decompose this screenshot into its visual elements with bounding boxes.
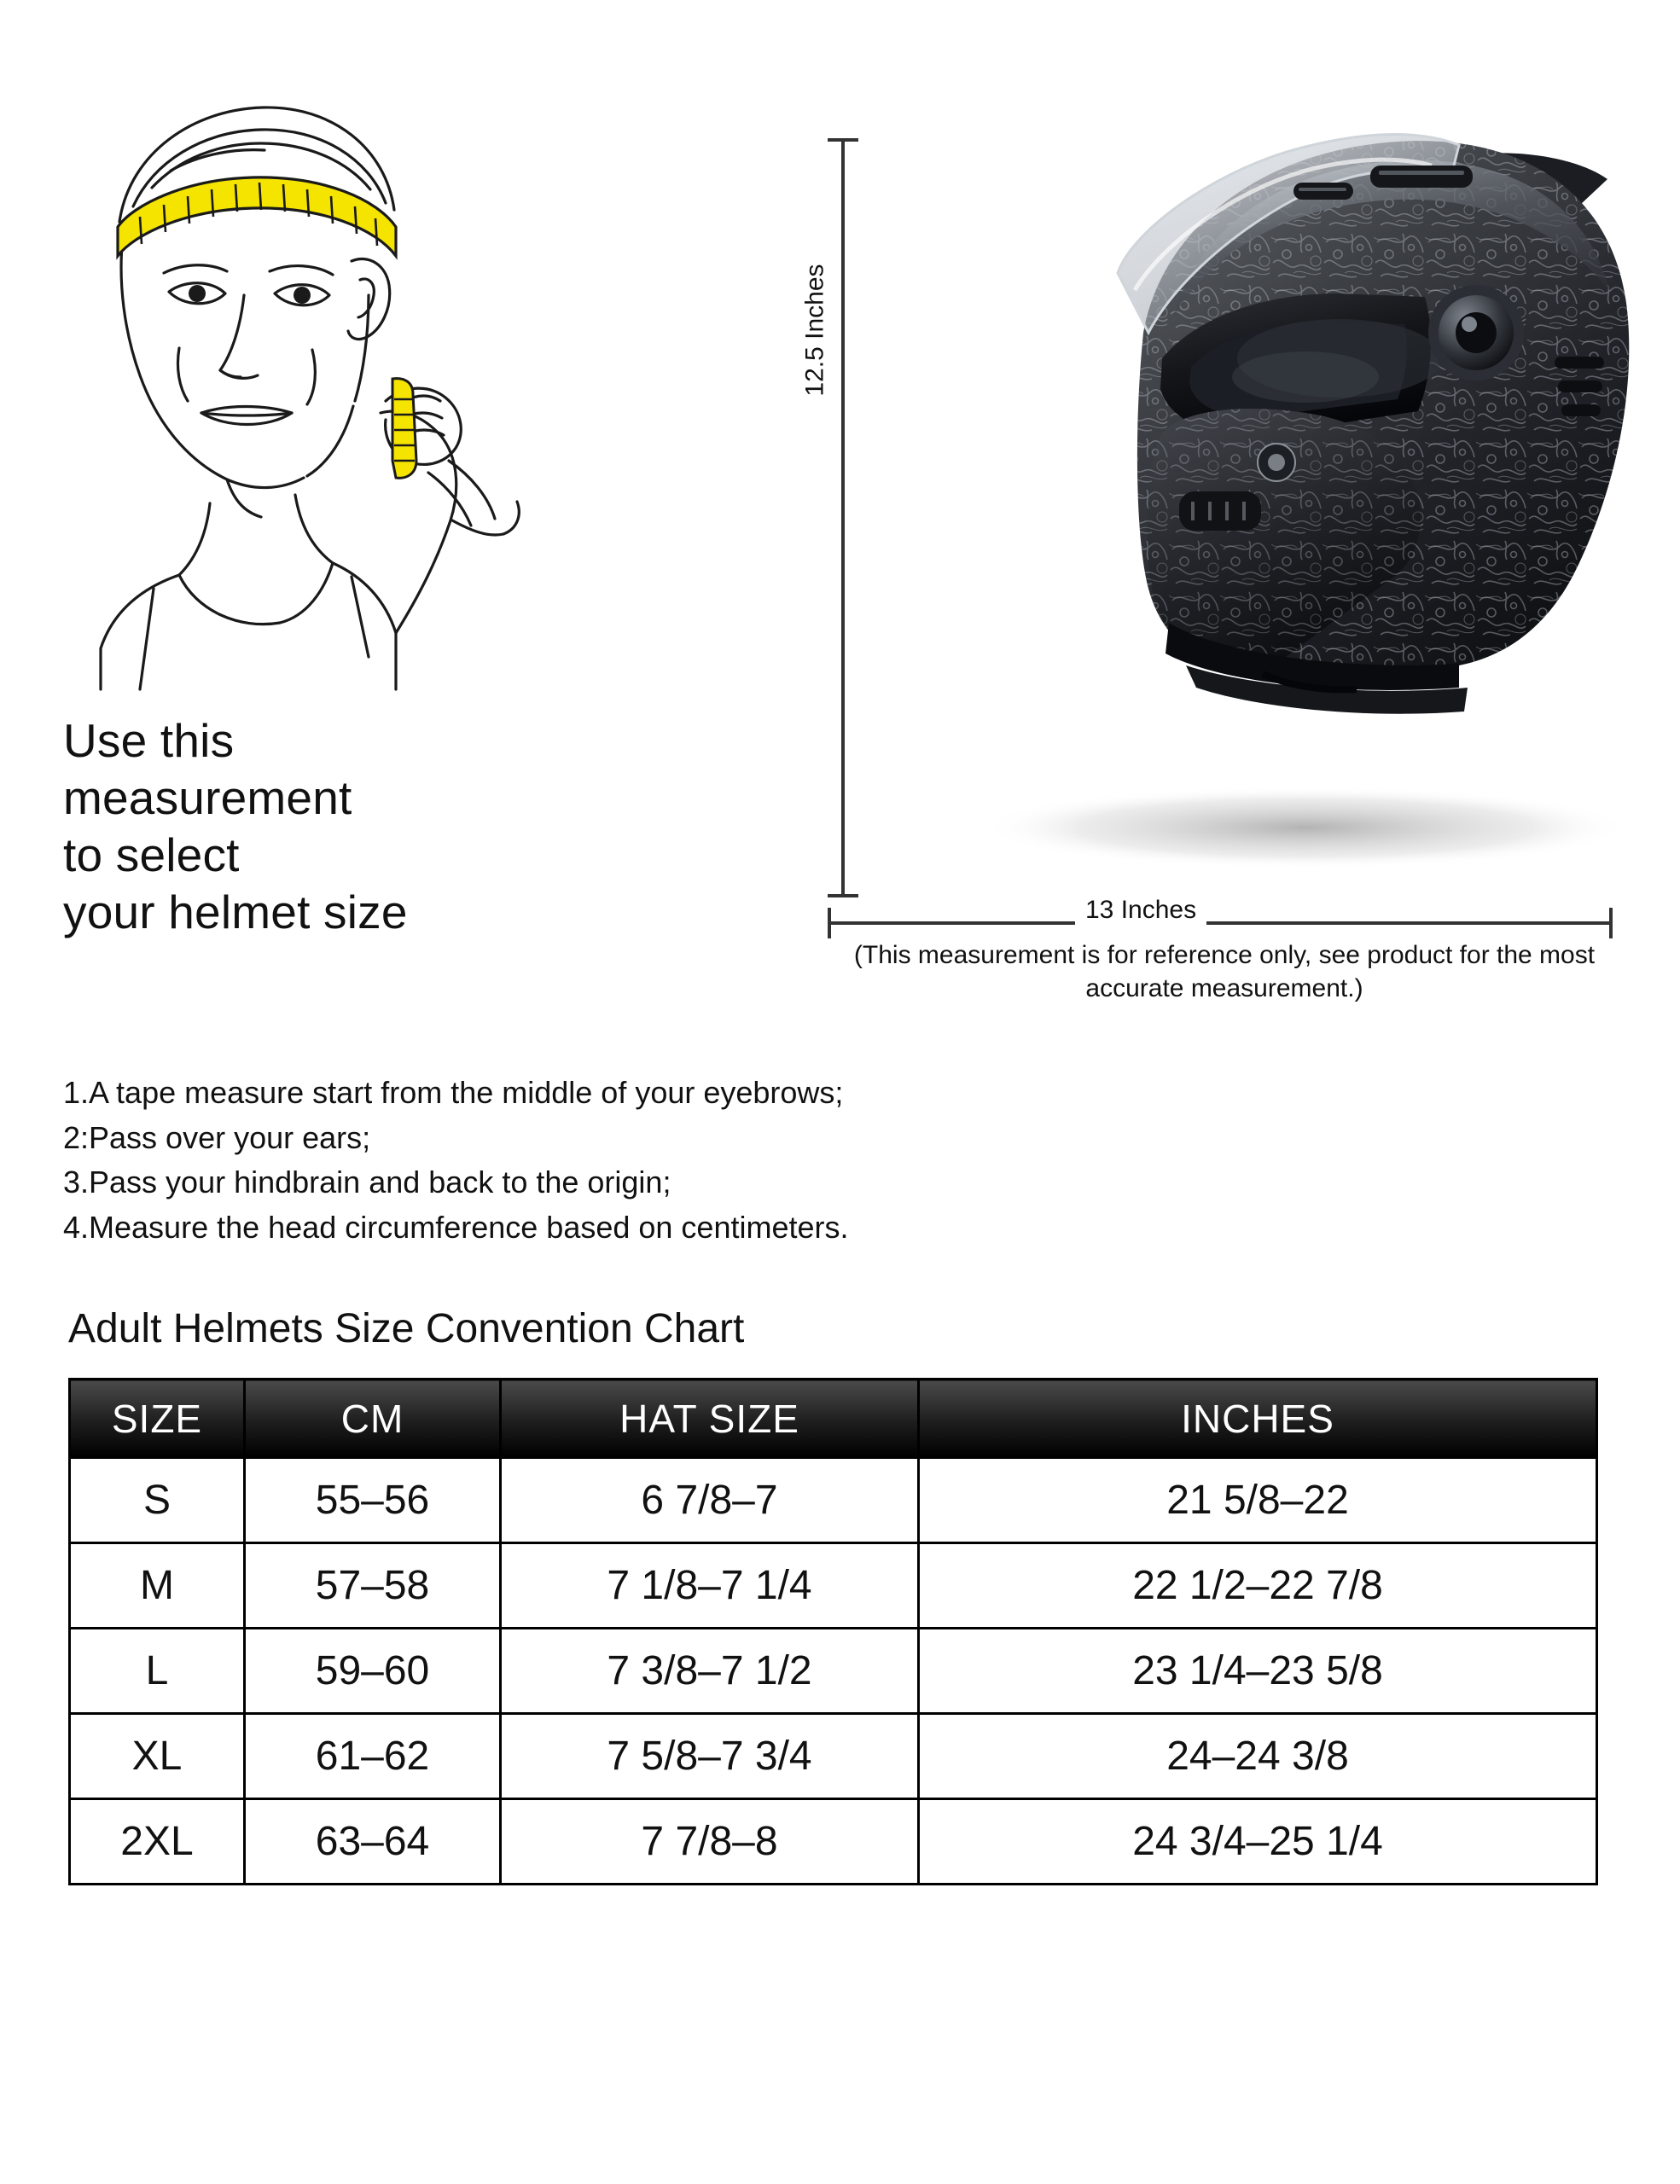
table-row — [70, 1714, 1597, 1799]
full-face-motorcycle-helmet-side-view — [862, 77, 1647, 870]
helmet-dimension-diagram — [793, 60, 1647, 1002]
cell-size: M — [70, 1543, 245, 1629]
cell-hat: 7 5/8–7 3/4 — [501, 1714, 919, 1799]
cell-cm: 55–56 — [245, 1458, 501, 1543]
table-header-row — [70, 1380, 1597, 1458]
cell-hat: 7 3/8–7 1/2 — [501, 1629, 919, 1714]
cell-cm: 57–58 — [245, 1543, 501, 1629]
instruction-step: 4.Measure the head circumference based on centimeters. — [63, 1209, 849, 1245]
headline-line-3: to select — [63, 828, 240, 882]
headline-line-2: measurement — [63, 771, 352, 825]
table-row — [70, 1799, 1597, 1885]
headline-line-1: Use this — [63, 714, 235, 767]
cell-hat: 7 1/8–7 1/4 — [501, 1543, 919, 1629]
instruction-step: 3.Pass your hindbrain and back to the origin; — [63, 1165, 671, 1200]
column-header-hat: HAT SIZE — [501, 1380, 919, 1458]
helmet-height-dimension-line — [841, 138, 845, 897]
helmet-width-dimension-line — [828, 921, 1613, 925]
head-with-tape-measure-illustration — [51, 60, 683, 691]
column-header-size: SIZE — [70, 1380, 245, 1458]
cell-cm: 63–64 — [245, 1799, 501, 1885]
illustration-area — [0, 0, 1680, 1058]
instruction-step: 1.A tape measure start from the middle of your eyebrows; — [63, 1075, 844, 1110]
measurement-disclaimer: (This measurement is for reference only, see product for the most accurate measurement.) — [853, 941, 1596, 1002]
cell-inches: 24–24 3/8 — [919, 1714, 1597, 1799]
page-title — [63, 712, 677, 941]
headline-line-4: your helmet size — [63, 886, 408, 939]
cell-hat: 7 7/8–8 — [501, 1799, 919, 1885]
size-chart-title: Adult Helmets Size Convention Chart — [68, 1306, 745, 1351]
cell-size: L — [70, 1629, 245, 1714]
cell-hat: 6 7/8–7 — [501, 1458, 919, 1543]
column-header-inches: INCHES — [919, 1380, 1597, 1458]
cell-inches: 23 1/4–23 5/8 — [919, 1629, 1597, 1714]
cell-cm: 59–60 — [245, 1629, 501, 1714]
cell-cm: 61–62 — [245, 1714, 501, 1799]
table-row — [70, 1543, 1597, 1629]
cell-inches: 22 1/2–22 7/8 — [919, 1543, 1597, 1629]
cell-inches: 24 3/4–25 1/4 — [919, 1799, 1597, 1885]
column-header-cm: CM — [245, 1380, 501, 1458]
cell-inches: 21 5/8–22 — [919, 1458, 1597, 1543]
cell-size: XL — [70, 1714, 245, 1799]
cell-size: S — [70, 1458, 245, 1543]
adult-helmet-size-table — [68, 1378, 1598, 1885]
helmet-width-label: 13 Inches — [1075, 896, 1206, 925]
table-row — [70, 1458, 1597, 1543]
cell-size: 2XL — [70, 1799, 245, 1885]
measuring-instructions — [63, 1071, 1343, 1250]
table-row — [70, 1629, 1597, 1714]
helmet-height-label: 12.5 Inches — [800, 264, 829, 397]
instruction-step: 2:Pass over your ears; — [63, 1119, 371, 1155]
